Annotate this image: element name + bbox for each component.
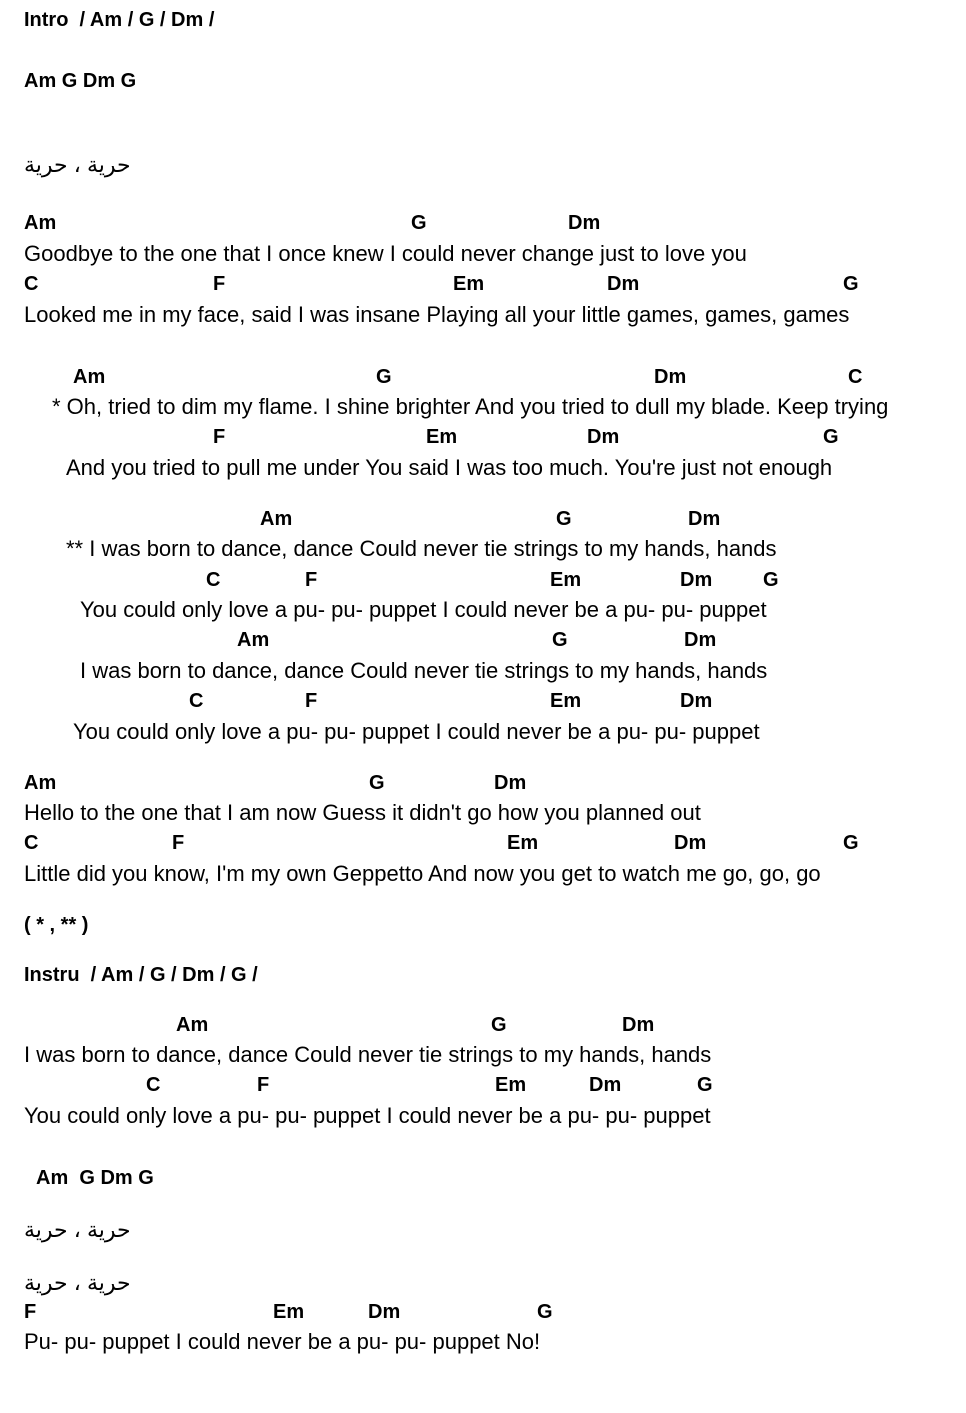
chord: Am: [176, 1014, 209, 1036]
chord: Dm: [680, 690, 713, 712]
chord: C: [189, 690, 204, 712]
lyric-line: Goodbye to the one that I once knew I could never change just to love you: [24, 241, 747, 266]
outro-chords: Am G Dm G: [36, 1167, 154, 1189]
lyric-line: Little did you know, I'm my own Geppetto And now you get to watch me go, go, go: [24, 861, 821, 886]
arabic-line-2: حرية ، حرية: [24, 1217, 131, 1242]
chord: Dm: [688, 508, 721, 530]
chord: F: [257, 1074, 270, 1096]
lyric-line: I was born to dance, dance Could never tie strings to my hands, hands: [80, 658, 768, 683]
arabic-line-1: حرية ، حرية: [24, 152, 131, 177]
chord: G: [411, 212, 427, 234]
chord: Dm: [622, 1014, 655, 1036]
chord: F: [24, 1301, 37, 1323]
chord: Dm: [654, 366, 687, 388]
chord: C: [206, 569, 221, 591]
chord: Dm: [494, 772, 527, 794]
lyric-line: Pu- pu- puppet I could never be a pu- pu- puppet No!: [24, 1329, 541, 1354]
chord: G: [491, 1014, 507, 1036]
chord: Am: [260, 508, 293, 530]
instrumental-header: Instru / Am / G / Dm / G /: [24, 964, 258, 986]
chord: Dm: [607, 273, 640, 295]
chord: Em: [550, 690, 582, 712]
lyric-line: You could only love a pu- pu- puppet I could never be a pu- pu- puppet: [24, 1103, 711, 1128]
chord: G: [537, 1301, 553, 1323]
chord: Dm: [568, 212, 601, 234]
lyric-line: I was born to dance, dance Could never tie strings to my hands, hands: [24, 1042, 712, 1067]
chord: Dm: [368, 1301, 401, 1323]
lyric-line: And you tried to pull me under You said I was too much. You're just not enough: [66, 455, 833, 480]
chord: G: [763, 569, 779, 591]
intro-header: Intro / Am / G / Dm /: [24, 9, 215, 31]
lyric-line: ** I was born to dance, dance Could never tie strings to my hands, hands: [66, 536, 777, 561]
chord: G: [843, 273, 859, 295]
chord: Em: [273, 1301, 305, 1323]
chord: Dm: [674, 832, 707, 854]
lyric-line: You could only love a pu- pu- puppet I could never be a pu- pu- puppet: [80, 597, 767, 622]
lyric-line: Hello to the one that I am now Guess it didn't go how you planned out: [24, 800, 701, 825]
chord: C: [24, 273, 39, 295]
chord: F: [172, 832, 185, 854]
chord: Dm: [684, 629, 717, 651]
chord: G: [843, 832, 859, 854]
chord: F: [305, 569, 318, 591]
chord: G: [552, 629, 568, 651]
repeat-note: ( * , ** ): [24, 914, 89, 936]
chord: Em: [550, 569, 582, 591]
chord: Am: [24, 772, 57, 794]
chord: Em: [495, 1074, 527, 1096]
chord: C: [848, 366, 863, 388]
chord: C: [24, 832, 39, 854]
chord: Am: [24, 212, 57, 234]
chord: F: [305, 690, 318, 712]
chord: G: [823, 426, 839, 448]
chord: Em: [453, 273, 485, 295]
arabic-line-3: حرية ، حرية: [24, 1270, 131, 1295]
chord: G: [369, 772, 385, 794]
chord: G: [556, 508, 572, 530]
chord: F: [213, 426, 226, 448]
chord: G: [376, 366, 392, 388]
chord: Am: [237, 629, 270, 651]
lyric-line: Looked me in my face, said I was insane Playing all your little games, games, games: [24, 302, 850, 327]
chord: Em: [426, 426, 458, 448]
chord: Dm: [587, 426, 620, 448]
chord: Dm: [589, 1074, 622, 1096]
chord: F: [213, 273, 226, 295]
lyric-line: * Oh, tried to dim my flame. I shine brighter And you tried to dull my blade. Keep trying: [52, 394, 889, 419]
intro-chords: Am G Dm G: [24, 70, 137, 92]
chord: Em: [507, 832, 539, 854]
chord: G: [697, 1074, 713, 1096]
chord: Dm: [680, 569, 713, 591]
lyric-line: You could only love a pu- pu- puppet I could never be a pu- pu- puppet: [73, 719, 760, 744]
chord: Am: [73, 366, 106, 388]
chord: C: [146, 1074, 161, 1096]
